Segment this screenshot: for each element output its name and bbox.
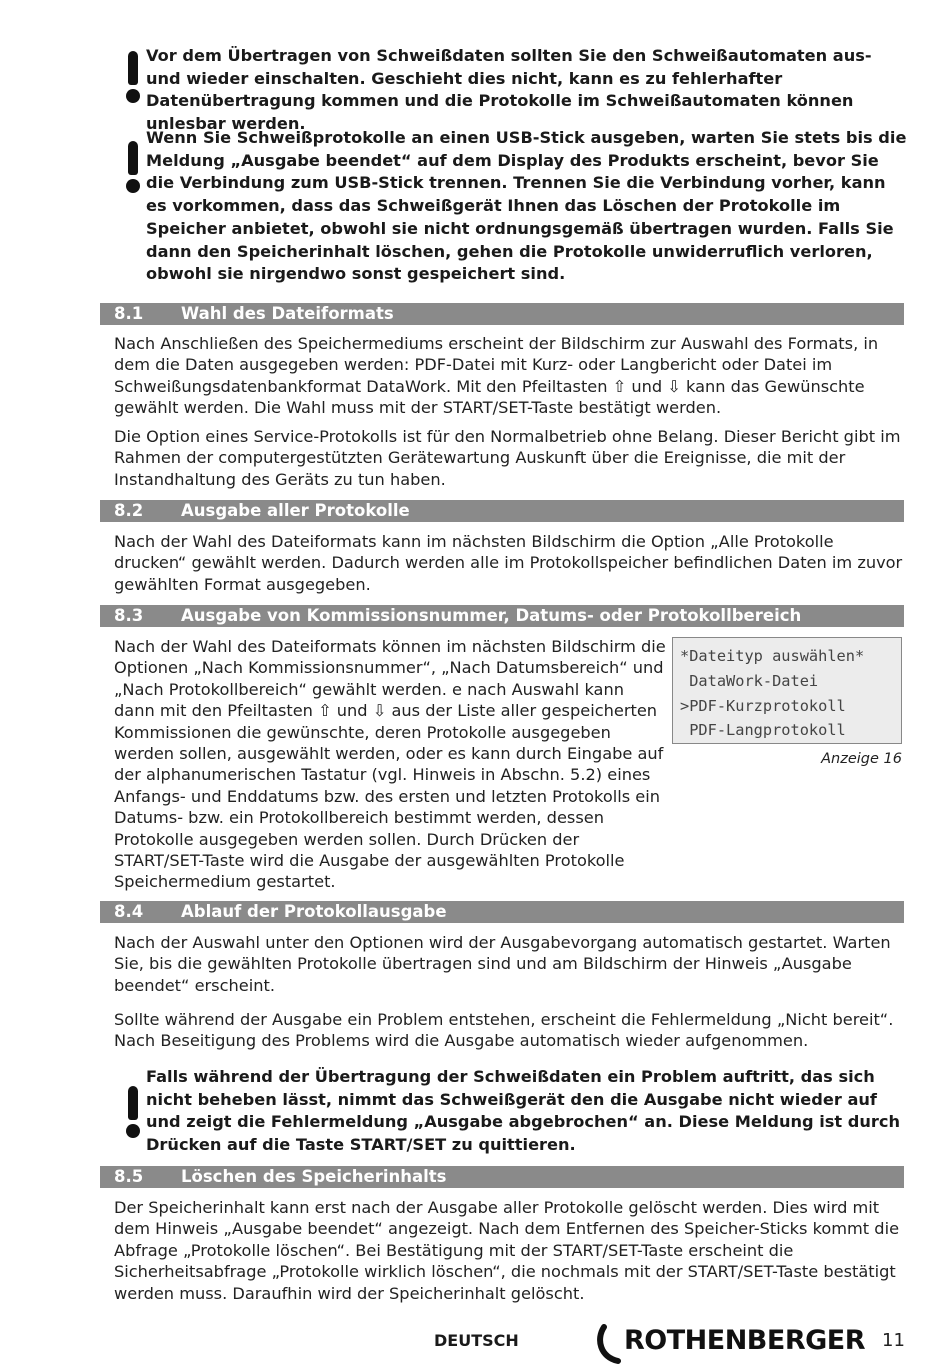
paragraph: Sollte während der Ausgabe ein Problem entstehen, erscheint die Fehlermeldung „Nicht bereit“. Nach Beseitigung des Problems wird die Ausgabe automatisch wieder aufgenommen. (114, 1010, 894, 1051)
section-number: 8.3 (114, 606, 144, 625)
section-title: Ausgabe von Kommissionsnummer, Datums- oder Protokollbereich (181, 606, 802, 625)
page-number: 11 (882, 1330, 905, 1351)
section-number: 8.4 (114, 902, 144, 921)
warning-text: Wenn Sie Schweißprotokolle an einen USB-Stick ausgeben, warten Sie stets bis die Meldung „Ausgabe beendet“ auf dem Display des Produkts erscheint, bevor Sie die Verbindung zum USB-Stick trennen. Trennen Sie die Verbindung vorher, kann es vorkommen, dass das Schweißgerät Ihnen das Löschen der Protokolle im Speicher anbietet, obwohl sie nicht ordnungsgemäß übertragen wurden. Falls Sie dann den Speicherinhalt löschen, gehen die Protokolle unwiderruflich verloren, obwohl sie nirgendwo sonst gespeichert sind. (146, 128, 907, 284)
device-display-screen (672, 637, 902, 744)
exclamation-warning-icon (122, 51, 144, 103)
section-number: 8.1 (114, 304, 144, 323)
section-heading-8-5 (100, 1166, 904, 1188)
display-line: *Dateityp auswählen* (680, 647, 865, 665)
warning-note (118, 127, 908, 286)
section-title: Löschen des Speicherinhalts (181, 1167, 447, 1186)
paragraph: Der Speicherinhalt kann erst nach der Ausgabe aller Protokolle gelöscht werden. Dies wird mit dem Hinweis „Ausgabe beendet“ angezeigt. Nach dem Entfernen des Speicher-Sticks kommt die Abfrage „Protokolle löschen“. Bei Bestätigung mit der START/SET-Taste erscheint die Sicherheitsabfrage „Protokolle wirklich löschen“, die nochmals mit der START/SET-Taste bestätigt werden muss. Daraufhin wird der Speicherinhalt gelöscht. (114, 1198, 900, 1303)
section-heading-8-3 (100, 605, 904, 627)
warning-text: Vor dem Übertragen von Schweißdaten sollten Sie den Schweißautomaten aus- und wieder einschalten. Geschieht dies nicht, kann es zu fehlerhafter Datenübertragung kommen und die Protokolle im Schweißautomaten können unlesbar werden. (146, 46, 872, 134)
section-number: 8.2 (114, 501, 144, 520)
warning-note (118, 1066, 908, 1157)
exclamation-warning-icon (122, 141, 144, 193)
display-line: PDF-Langprotokoll (680, 721, 846, 740)
section-heading-8-4 (100, 901, 904, 923)
section-heading-8-2 (100, 500, 904, 522)
display-caption: Anzeige 16 (821, 751, 902, 767)
exclamation-warning-icon (122, 1086, 144, 1138)
paragraph: Nach der Wahl des Dateiformats kann im nächsten Bildschirm die Option „Alle Protokolle drucken“ gewählt werden. Dadurch werden alle im Protokollspeicher befindlichen Daten im zuvor gewählten Format ausgegeben. (114, 532, 903, 594)
paragraph: Nach Anschließen des Speichermediums erscheint der Bildschirm zur Auswahl des Formats, in dem die Daten ausgegeben werden: PDF-Datei mit Kurz- oder Langbericht oder Datei im Schweißungsdatenbankformat DataWork. Mit den Pfeiltasten ⇧ und ⇩ kann das Gewünschte gewählt werden. Die Wahl muss mit der START/SET-Taste bestätigt werden. (114, 334, 879, 418)
section-title: Ablauf der Protokollausgabe (181, 902, 447, 921)
paragraph: Nach der Auswahl unter den Optionen wird der Ausgabevorgang automatisch gestartet. Warten Sie, bis die gewählten Protokolle übertragen sind und am Bildschirm der Hinweis „Ausgabe beendet“ erscheint. (114, 933, 891, 995)
paragraph: Die Option eines Service-Protokolls ist für den Normalbetrieb ohne Belang. Dieser Bericht gibt im Rahmen der computergestützten Gerätewartung Auskunft über die Ereignisse, die mit der Instandhaltung des Geräts zu tun haben. (114, 427, 901, 489)
section-title: Wahl des Dateiformats (181, 304, 394, 323)
brand-logo (594, 1323, 866, 1363)
section-title: Ausgabe aller Protokolle (181, 501, 410, 520)
warning-note (118, 45, 908, 136)
display-line: >PDF-Kurzprotokoll (680, 696, 846, 715)
section-heading-8-1 (100, 303, 904, 325)
footer-language: DEUTSCH (434, 1331, 519, 1350)
brand-name: ROTHENBERGER (624, 1325, 866, 1356)
warning-text: Falls während der Übertragung der Schweißdaten ein Problem auftritt, das sich nicht beheben lässt, nimmt das Schweißgerät den die Ausgabe nicht wieder auf und zeigt die Fehlermeldung „Ausgabe abgebrochen“ an. Diese Meldung ist durch Drücken auf die Taste START/SET zu quittieren. (146, 1067, 901, 1155)
paragraph: Nach der Wahl des Dateiformats können im nächsten Bildschirm die Optionen „Nach Kommissionsnummer“, „Nach Datumsbereich“ und „Nach Protokollbereich“ gewählt werden. e nach Auswahl kann dann mit den Pfeiltasten ⇧ und ⇩ aus der Liste aller gespeicherten Kommissionen die gewünschte, deren Protokolle ausgegeben werden sollen, ausgewählt werden, oder es kann durch Eingabe auf der alphanumerischen Tastatur (vgl. Hinweis in Abschn. 5.2) eines Anfangs- und Enddatums bzw. des ersten und letzten Protokolls ein Datums- bzw. ein Protokollbereich bestimmt werden, dessen Protokolle ausgegeben werden sollen. Durch Drücken der START/SET-Taste wird die Ausgabe der ausgewählten Protokolle Speichermedium gestartet. (114, 637, 666, 892)
section-number: 8.5 (114, 1167, 144, 1186)
display-line: DataWork-Datei (680, 671, 819, 690)
